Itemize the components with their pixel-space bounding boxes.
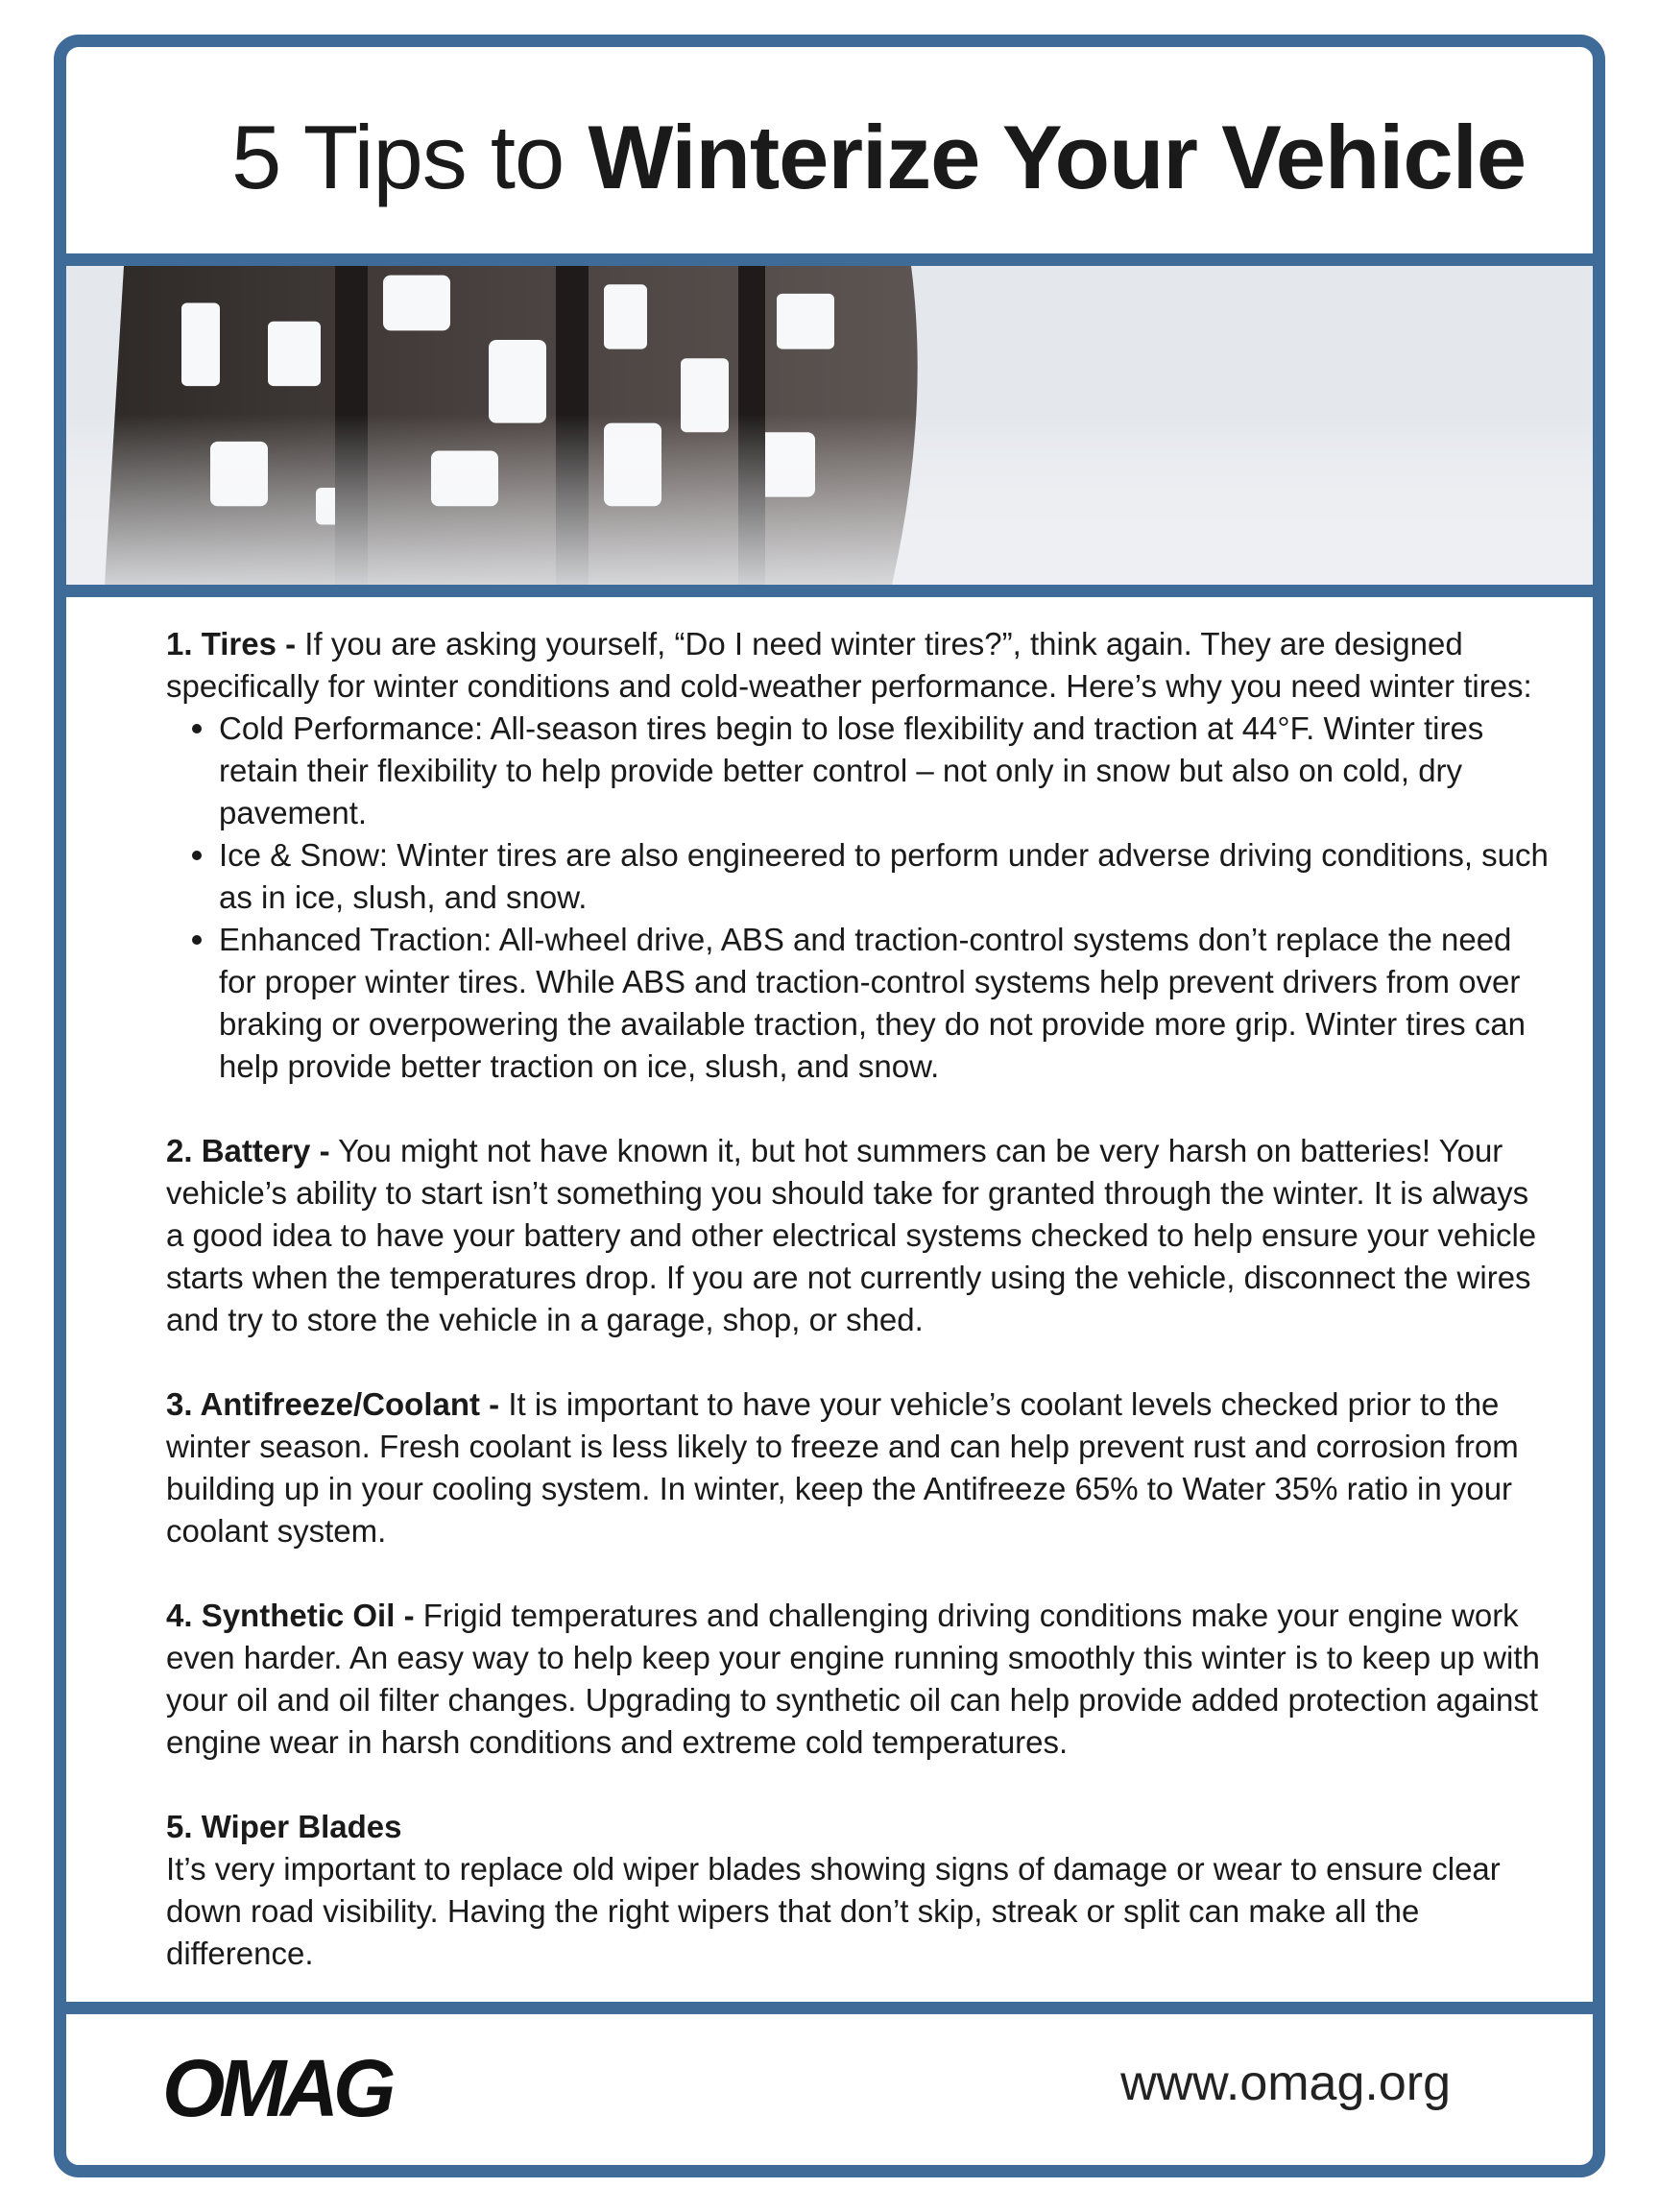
tip-text: If you are asking yourself, “Do I need winter tires?”, think again. They are designed specifically for winter conditions and cold-weather performance. Here’s why you need winter tires: <box>166 626 1532 704</box>
tip-paragraph <box>166 1383 1549 1552</box>
tip-wiper-blades <box>166 1806 1549 1975</box>
tip-paragraph <box>166 623 1549 708</box>
tip-label: 4. Synthetic Oil - <box>166 1598 415 1633</box>
tips-content <box>166 623 1549 2017</box>
title-bold: Winterize Your Vehicle <box>588 107 1527 207</box>
tip-paragraph <box>166 1130 1549 1341</box>
list-item: Ice & Snow: Winter tires are also engineered to perform under adverse driving conditions, such as in ice, slush, and snow. <box>219 834 1549 919</box>
tip-label: 3. Antifreeze/Coolant - <box>166 1386 500 1422</box>
tip-label: 5. Wiper Blades <box>166 1809 402 1844</box>
tip-text: You might not have known it, but hot summers can be very harsh on batteries! Your vehicle’s ability to start isn’t something you should take for granted through the winter. It is always a good idea to have your battery and other electrical systems checked to help ensure your vehicle starts when the temperatures drop. If you are not currently using the vehicle, disconnect the wires and try to store the vehicle in a garage, shop, or shed. <box>166 1133 1537 1337</box>
tire-image <box>66 266 1593 585</box>
tip-heading <box>166 1806 1549 1848</box>
tip-label: 2. Battery - <box>166 1133 330 1168</box>
page-title <box>231 105 1526 210</box>
footer <box>66 2002 1593 2165</box>
omag-logo: OMAG <box>162 2043 391 2133</box>
list-item: Cold Performance: All-season tires begin to lose flexibility and traction at 44°F. Winter tires retain their flexibility to help provide better control – not only in snow but also on cold, dry pavement. <box>219 708 1549 834</box>
tip-label: 1. Tires - <box>166 626 297 661</box>
tip-text: Frigid temperatures and challenging driving conditions make your engine work even harder. An easy way to help keep your engine running smoothly this winter is to keep up with your oil and oil filter changes. Upgrading to synthetic oil can help provide added protection against engine wear in harsh conditions and extreme cold temperatures. <box>166 1598 1540 1760</box>
tip-antifreeze <box>166 1383 1549 1552</box>
title-prefix: 5 Tips to <box>231 107 565 207</box>
tip-battery <box>166 1130 1549 1341</box>
tip-text: It’s very important to replace old wiper blades showing signs of damage or wear to ensure clear down road visibility. Having the right wipers that don’t skip, streak or split can make all the difference. <box>166 1851 1501 1971</box>
hero-image-tire-in-snow <box>66 266 1593 597</box>
page-frame <box>54 35 1605 2177</box>
website-url[interactable]: www.omag.org <box>1120 2056 1451 2111</box>
title-bar <box>66 47 1593 266</box>
tip-paragraph <box>166 1595 1549 1764</box>
tip-bullet-list <box>219 708 1549 1088</box>
tip-synthetic-oil <box>166 1595 1549 1764</box>
list-item: Enhanced Traction: All-wheel drive, ABS and traction-control systems don’t replace the need for proper winter tires. While ABS and traction-control systems help prevent drivers from over braking or overpowering the available traction, they do not provide more grip. Winter tires can help provide better traction on ice, slush, and snow. <box>219 919 1549 1088</box>
tip-text: It is important to have your vehicle’s coolant levels checked prior to the winter season. Fresh coolant is less likely to freeze and can help prevent rust and corrosion from building up in your cooling system. In winter, keep the Antifreeze 65% to Water 35% ratio in your coolant system. <box>166 1386 1519 1549</box>
tip-tires <box>166 623 1549 1088</box>
